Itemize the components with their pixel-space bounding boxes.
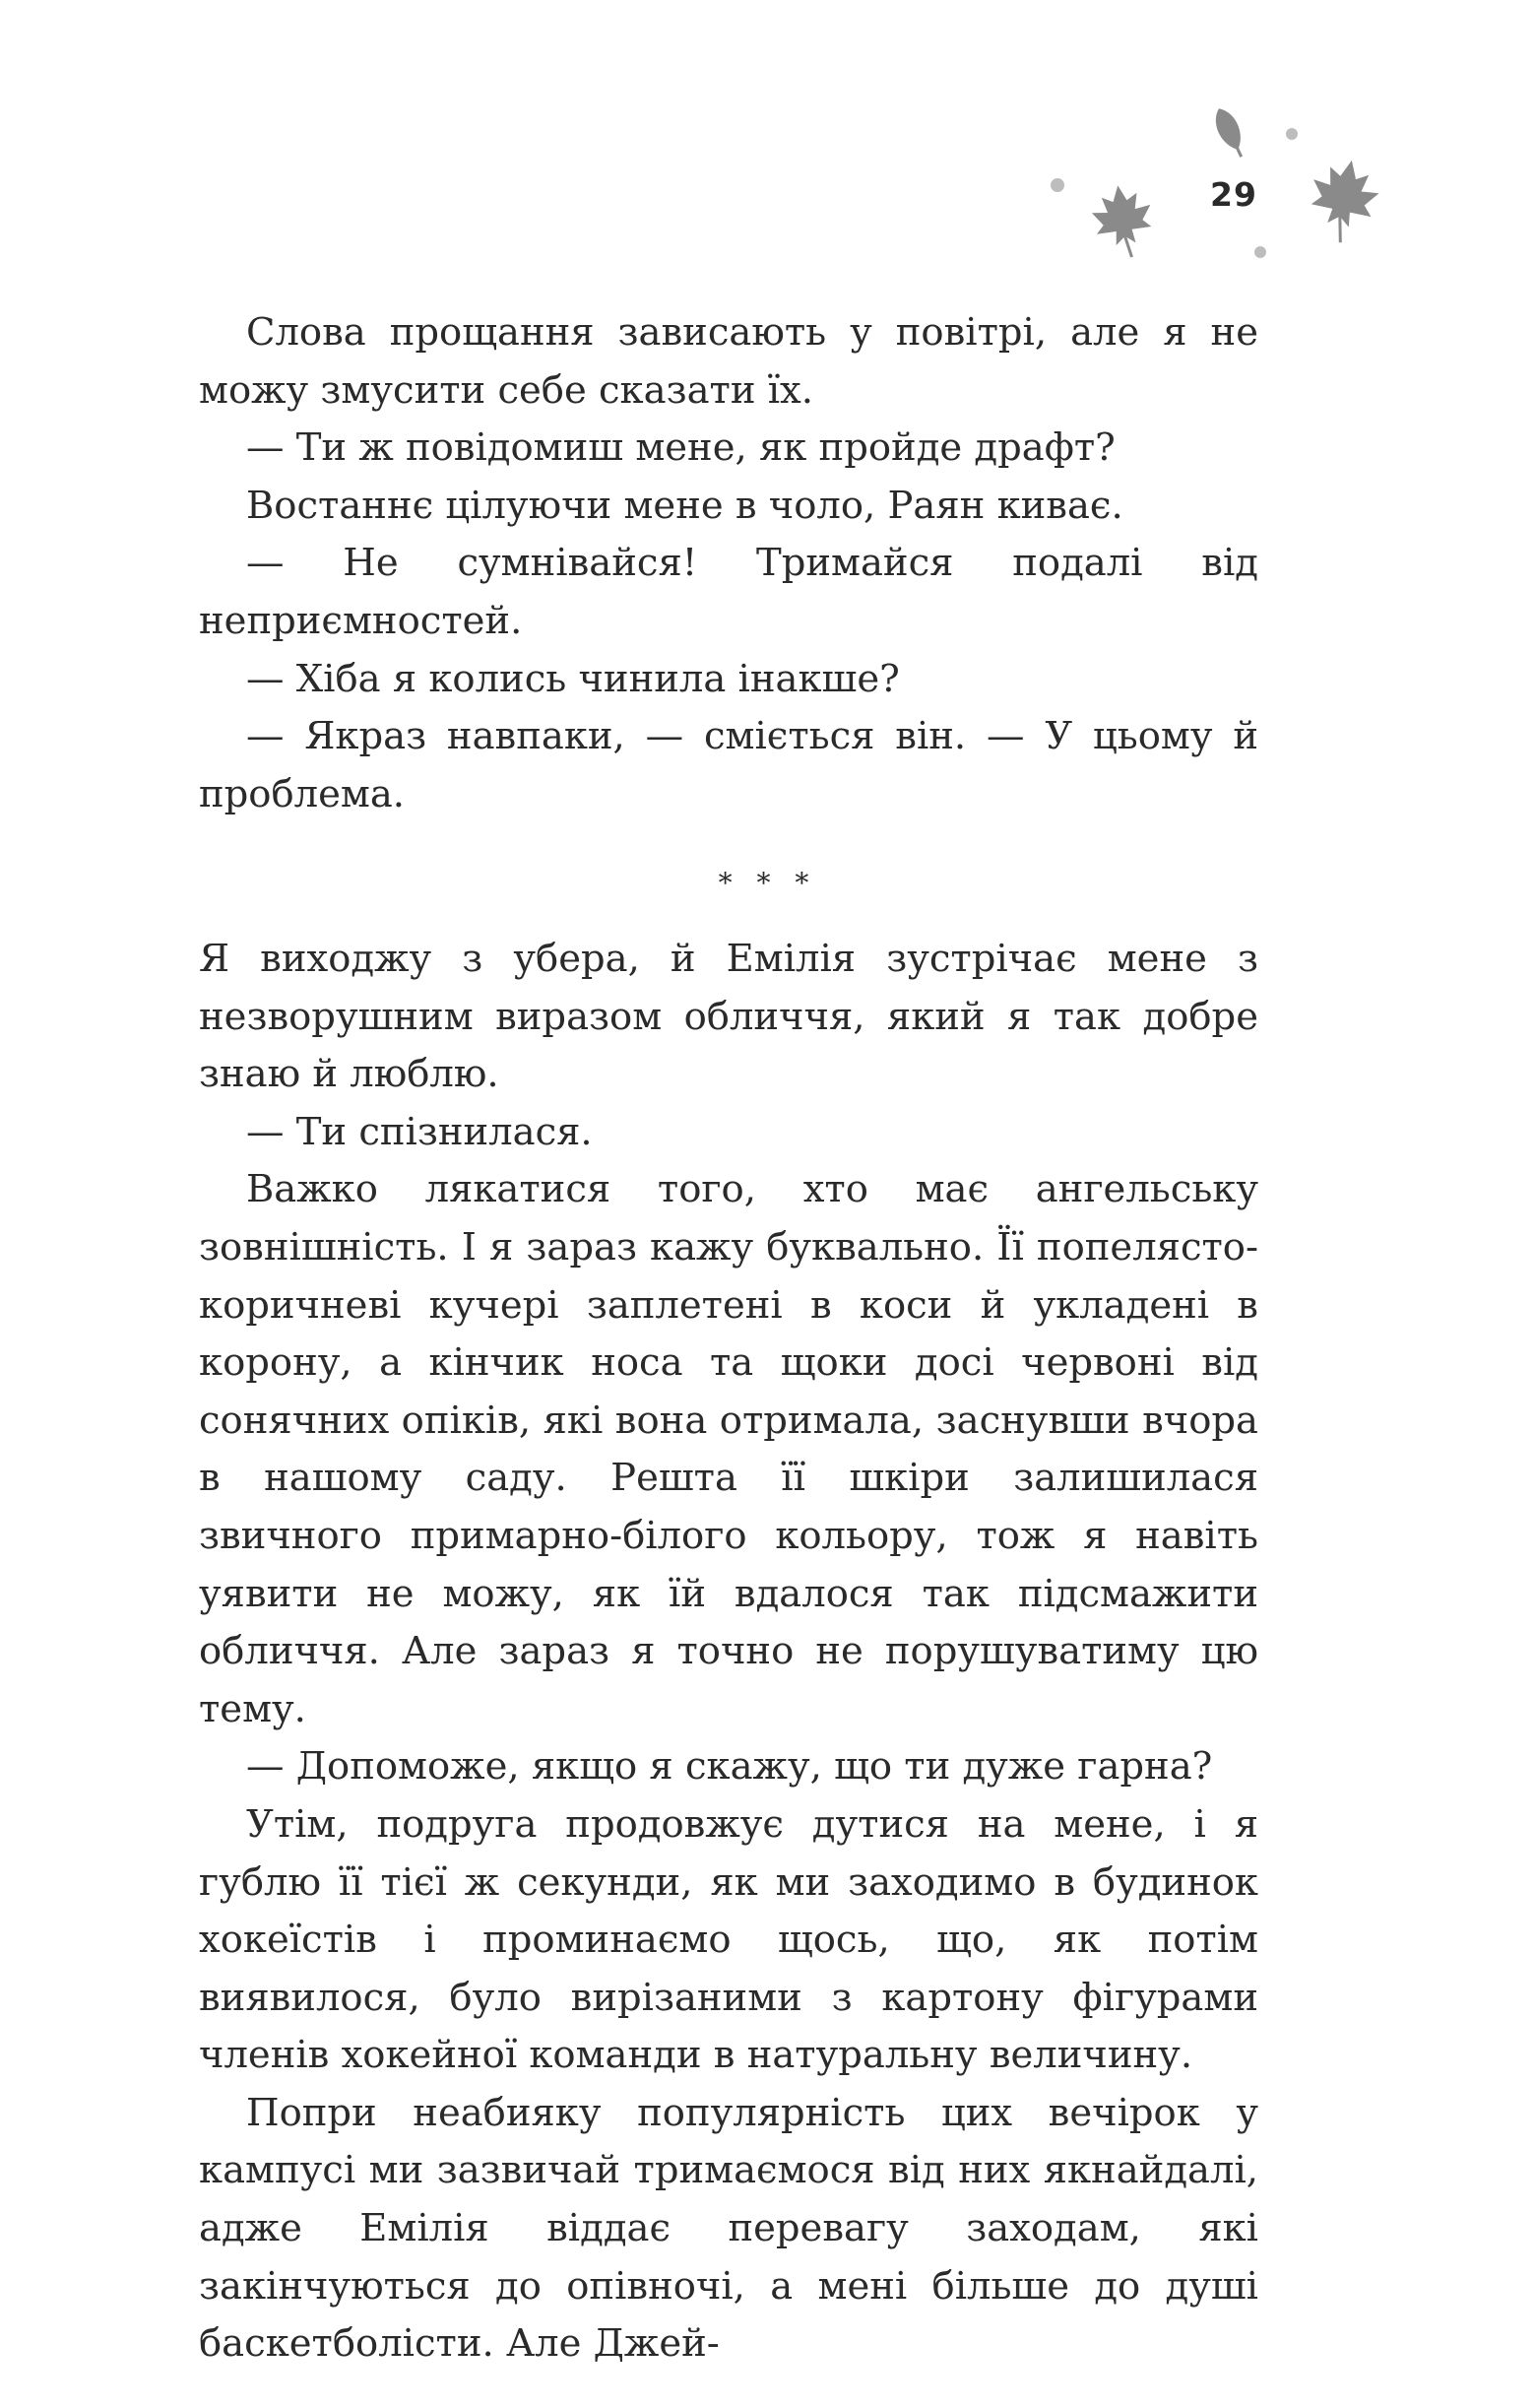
text-section-2 bbox=[199, 931, 1258, 2374]
paragraph: — Ти спізнилася. bbox=[246, 1109, 593, 1154]
paragraph: — Допоможе, якщо я скажу, що ти дуже гарна? bbox=[246, 1744, 1213, 1790]
paragraph: Попри неабияку популярність цих вечірок у кампусі ми зазвичай тримаємося від них якнайдалі, адже Емілія віддає перевагу заходам, які закінчуються до опівночі, а мені більше до душі баскетболісти. Але Джей- bbox=[199, 2090, 1258, 2367]
paragraph: — Якраз навпаки, — сміється він. — У цьому й проблема. bbox=[199, 714, 1258, 816]
paragraph: — Хіба я колись чинила інакше? bbox=[246, 656, 900, 701]
paragraph: — Ти ж повідомиш мене, як пройде драфт? bbox=[246, 425, 1116, 471]
oval-leaf-icon bbox=[1209, 104, 1250, 162]
paragraph: Я виходжу з убера, й Емілія зустрічає мене з незворушним виразом обличчя, який я так добре знаю й люблю. bbox=[199, 937, 1258, 1097]
section-separator: * * * bbox=[718, 867, 817, 899]
paragraph: Важко лякатися того, хто має ангельську зовнішність. І я зараз кажу буквально. Її попелясто-коричневі кучері заплетені в коси й укладені в корону, а кінчик носа та щоки досі червоні від сонячних опіків, які вона отримала, заснувши вчора в нашому саду. Решта її шкіри залишилася звичного примарно-білого кольору, тож я навіть уявити не можу, як їй вдалося так підсмажити обличчя. Але зараз я точно не порушуватиму цю тему. bbox=[199, 1167, 1258, 1731]
maple-leaf-icon bbox=[1302, 154, 1384, 248]
text-section-1 bbox=[199, 304, 1258, 823]
ornament-dot bbox=[1286, 128, 1298, 140]
paragraph: Востаннє цілуючи мене в чоло, Раян киває. bbox=[246, 483, 1123, 528]
maple-leaf-icon bbox=[1089, 181, 1158, 262]
ornament-dot bbox=[1051, 178, 1064, 192]
paragraph: — Не сумнівайся! Тримайся подалі від неприємностей. bbox=[199, 541, 1258, 643]
paragraph: Слова прощання зависають у повітрі, але я не можу змусити себе сказати їх. bbox=[199, 310, 1258, 413]
ornament-dot bbox=[1254, 246, 1266, 258]
paragraph: Утім, подруга продовжує дутися на мене, і я гублю її тієї ж секунди, як ми заходимо в будинок хокеїстів і проминаємо щось, що, як потім виявилося, було вирізаними з картону фігурами членів хокейної команди в натуральну величину. bbox=[199, 1801, 1258, 2078]
page-number: 29 bbox=[1210, 175, 1257, 214]
